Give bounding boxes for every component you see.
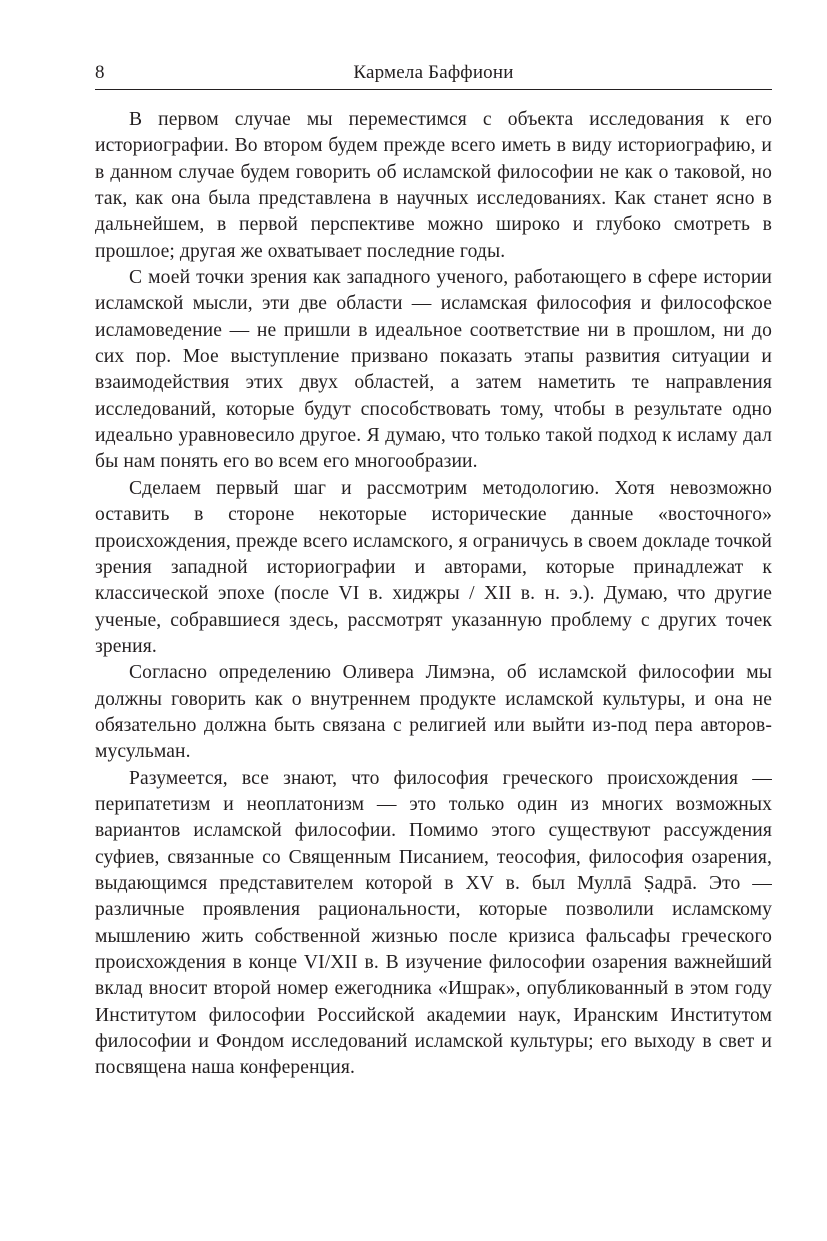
paragraph-2: С моей точки зрения как западного ученого, работающего в сфере истории исламской мысли, эти две области — исламская философия и философское исламоведение — не пришли в идеальное соответствие ни в прошлом, ни до сих пор. Мое выступление призвано показать этапы развития ситуации и взаимодействия этих двух областей, а затем наметить те направления исследований, которые будут способствовать тому, чтобы в результате одно идеально уравновесило другое. Я думаю, что только такой подход к исламу дал бы нам понять его во всем его многообразии. bbox=[95, 267, 772, 473]
paragraph-5: Разумеется, все знают, что философия греческого происхождения — перипатетизм и неоплатонизм — это только один из многих возможных вариантов исламской философии. Помимо этого существуют рассуждения суфиев, связанные со Священным Писанием, теософия, философия озарения, выдающимся представителем которой в XV в. был Муллā Ṣадрā. Это — различные проявления рациональности, которые позволили исламскому мышлению жить собственной жизнью после кризиса фальсафы греческого происхождения в конце VI/XII в. В изучение философии озарения важнейший вклад вносит второй номер ежегодника «Ишрак», опубликованный в этом году Институтом философии Российской академии наук, Иранским Институтом философии и Фондом исследований исламской культуры; его выходу в свет и посвящена наша конференция. bbox=[95, 767, 772, 1079]
book-page bbox=[95, 57, 772, 1082]
page-header bbox=[95, 57, 772, 90]
paragraph-1: В первом случае мы переместимся с объекта исследования к его историографии. Во втором будем прежде всего иметь в виду историографию, и в данном случае будем говорить об исламской философии не как о таковой, но так, как она была представлена в научных исследованиях. Как станет ясно в дальнейшем, в первой перспективе можно широко и глубоко смотреть в прошлое; другая же охватывает последние годы. bbox=[95, 109, 772, 262]
page-number: 8 bbox=[95, 62, 105, 83]
paragraph-3: Сделаем первый шаг и рассмотрим методологию. Хотя невозможно оставить в стороне некоторые исторические данные «восточного» происхождения, прежде всего исламского, я ограничусь в своем докладе точкой зрения западной историографии и авторами, которые принадлежат к классической эпохе (после VI в. хиджры / XII в. н. э.). Думаю, что другие ученые, собравшиеся здесь, рассмотрят указанную проблему с других точек зрения. bbox=[95, 477, 772, 657]
body-text bbox=[95, 107, 772, 1082]
paragraph-4: Согласно определению Оливера Лимэна, об исламской философии мы должны говорить как о внутреннем продукте исламской культуры, и она не обязательно должна быть связана с религией или выйти из-под пера авторов-мусульман. bbox=[95, 662, 772, 763]
running-title: Кармела Баффиони bbox=[353, 62, 514, 83]
